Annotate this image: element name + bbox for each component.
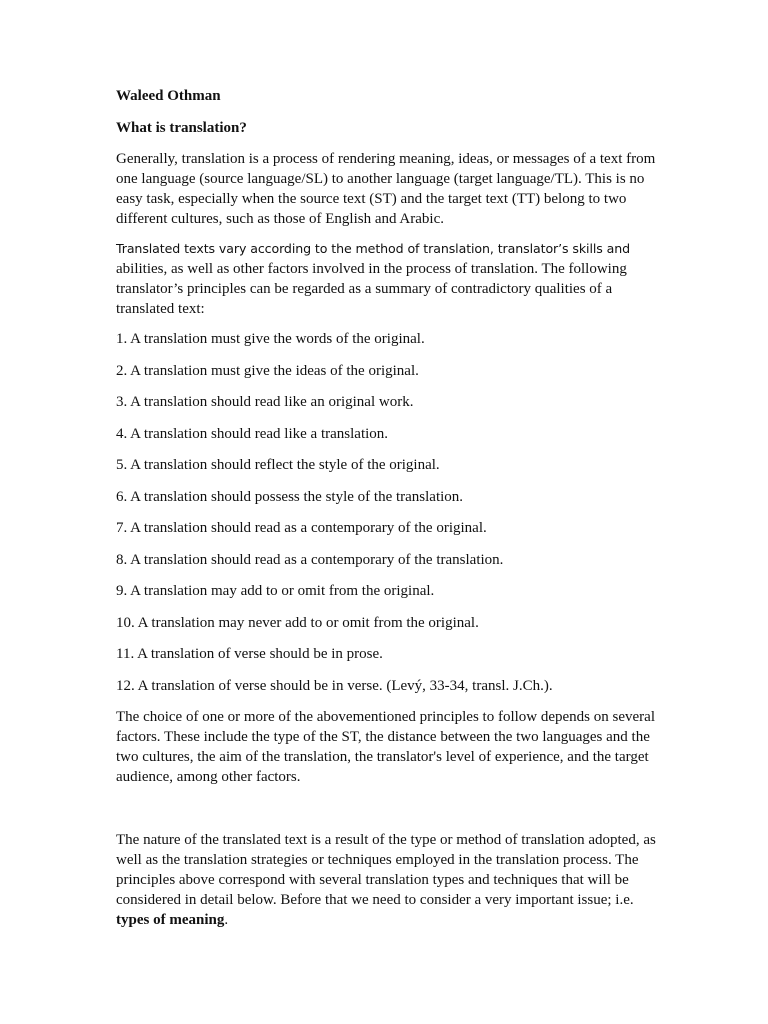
paragraph-methods	[116, 239, 656, 319]
list-item: 12. A translation of verse should be in verse. (Levý, 33-34, transl. J.Ch.).	[116, 677, 553, 694]
paragraph-methods-lead: Translated texts vary according to the method of translation, translator’s skills and	[116, 241, 631, 256]
list-item: 2. A translation must give the ideas of the original.	[116, 362, 419, 379]
list-item: 11. A translation of verse should be in prose.	[116, 646, 383, 662]
paragraph-nature	[116, 830, 656, 930]
list-item: 8. A translation should read as a contemporary of the translation.	[116, 551, 504, 568]
list-item: 6. A translation should possess the style of the translation.	[116, 488, 464, 505]
list-item: 7. A translation should read as a contemporary of the original.	[116, 520, 487, 536]
list-item: 4. A translation should read like a translation.	[116, 425, 389, 442]
section-heading: What is translation?	[116, 120, 247, 136]
list-item: 10. A translation may never add to or omit from the original.	[116, 614, 479, 631]
paragraph-intro: Generally, translation is a process of rendering meaning, ideas, or messages of a text from one language (source language/SL) to another language (target language/TL). This is no easy task, especially when the source text (ST) and the target text (TT) belong to two different cultures, such as those of English and Arabic.	[116, 151, 656, 227]
paragraph-spacer	[116, 787, 656, 820]
document-body	[116, 86, 656, 930]
paragraph-nature-text: The nature of the translated text is a result of the type or method of translation adopted, as well as the translation strategies or techniques employed in the translation process. The principles above correspond with several translation types and techniques that will be considered in detail below. Before that we need to consider a very important issue; i.e.	[116, 832, 656, 908]
types-of-meaning-emphasis: types of meaning	[116, 912, 225, 928]
list-item: 1. A translation must give the words of the original.	[116, 331, 425, 347]
paragraph-choice: The choice of one or more of the abovementioned principles to follow depends on several factors. These include the type of the ST, the distance between the two languages and the two cultures, the aim of the translation, the translator's level of experience, and the target audience, among other factors.	[116, 709, 655, 785]
principles-list	[116, 329, 656, 697]
paragraph-nature-end: .	[224, 912, 229, 928]
list-item: 9. A translation may add to or omit from the original.	[116, 583, 435, 599]
paragraph-methods-rest: abilities, as well as other factors involved in the process of translation. The following translator’s principles can be regarded as a summary of contradictory qualities of a translated text:	[116, 261, 627, 317]
list-item: 5. A translation should reflect the style of the original.	[116, 457, 440, 473]
author-name: Waleed Othman	[116, 88, 221, 104]
list-item: 3. A translation should read like an original work.	[116, 394, 414, 410]
